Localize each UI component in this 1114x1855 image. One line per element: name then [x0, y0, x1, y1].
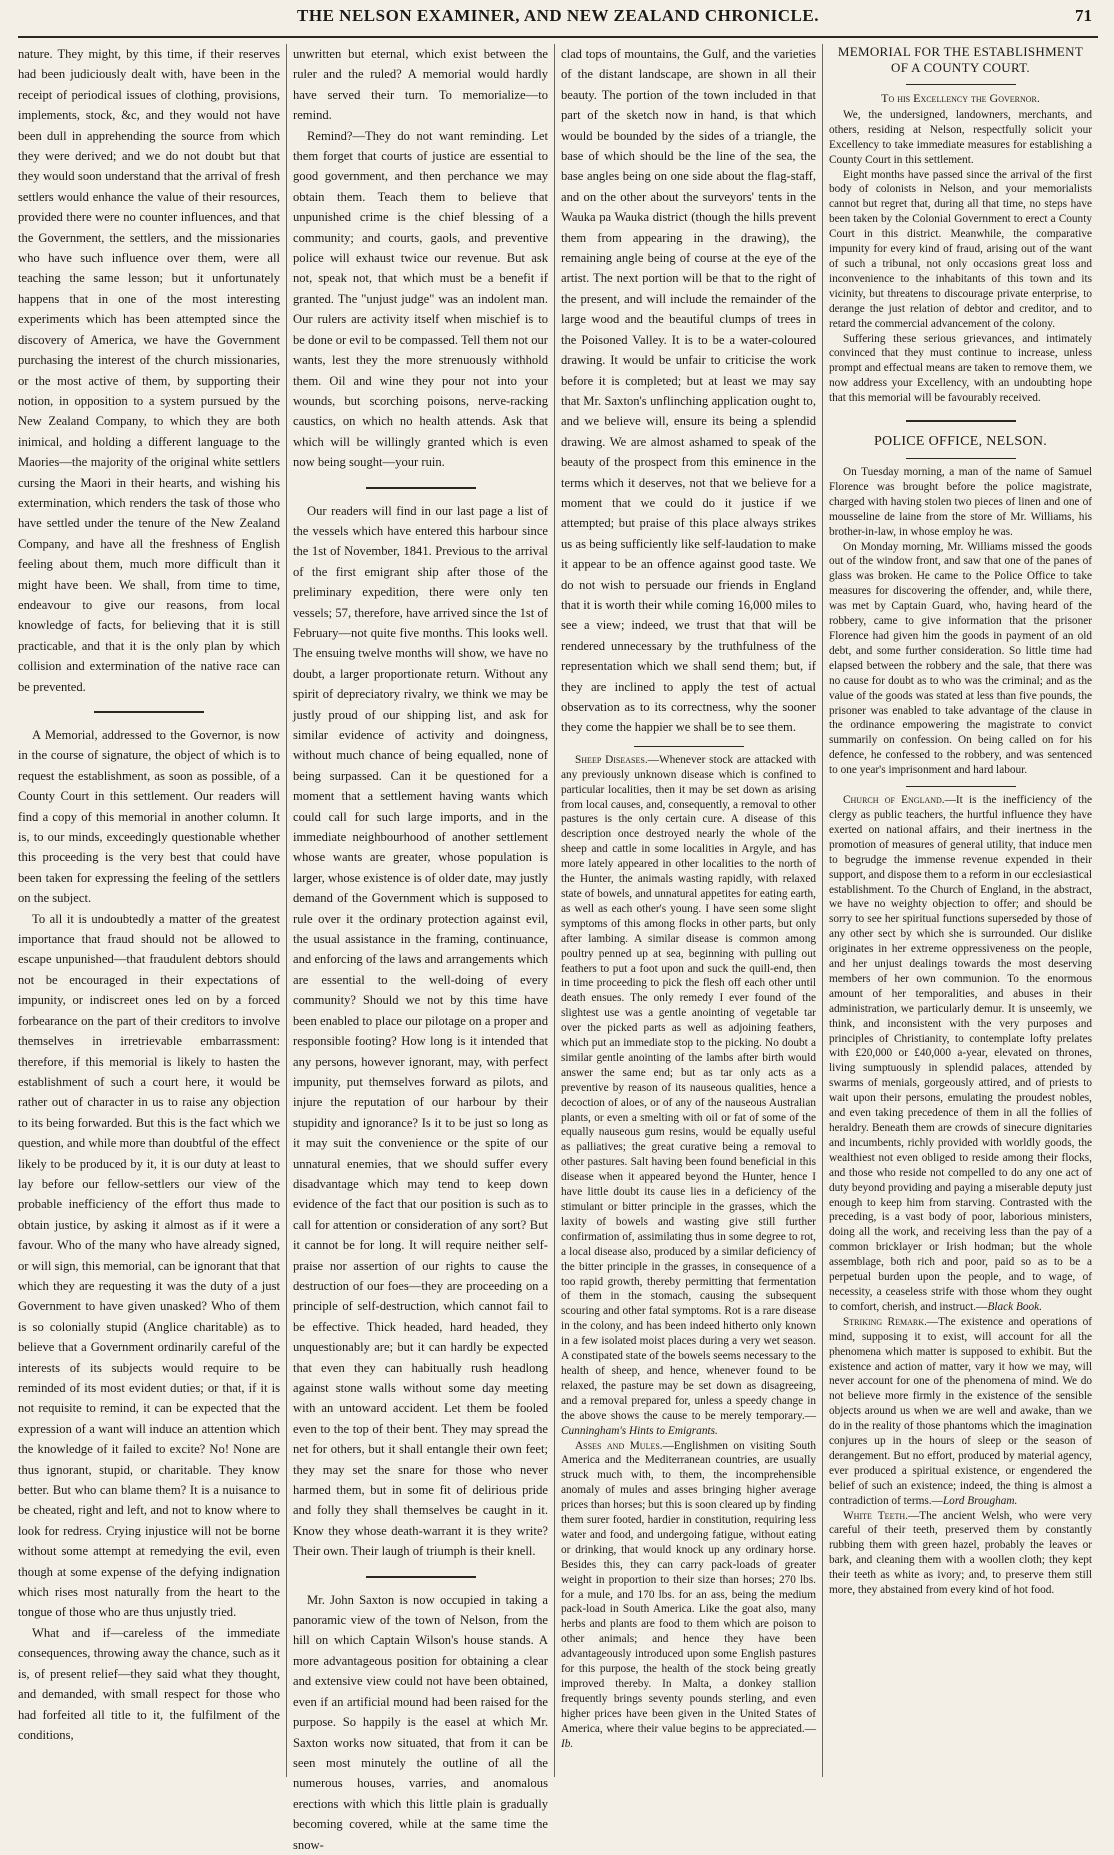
article-divider [366, 1576, 476, 1578]
item-heading: White Teeth. [843, 1509, 908, 1522]
memorial-paragraph: Eight months have passed since the arrival of the first body of colonists in Nelson, and your memorialists cannot but regret that, during all that time, no steps have been taken by the Colonial Government to erect a County Court in this district. Meanwhile, the comparative impunity for every kind of fraud, arising out of the want of such a tribunal, not only occasions great loss and inconvenience to the inhabitants of this town and its vicinity, but threatens to discourage private enterprise, to derange the just relation of debtor and creditor, and to retard the commercial advancement of the colony. [829, 168, 1092, 330]
newspaper-title: THE NELSON EXAMINER, AND NEW ZEALAND CHRONICLE. [297, 6, 819, 25]
county-court-paragraph: Remind?—They do not want reminding. Let them forget that courts of justice are essential to good government, and then perchance we may obtain them. Teach them to believe that unpunished crime is the chief blessing of a community; and courts, gaols, and preventive police will exhaust twice our revenue. But ask not, speak not, that which must be a benefit if granted. The "unjust judge" was an indolent man. Our rulers are activity itself when mischief is to be done or evil to be compassed. Tell them not our wants, lest they the more strenuously withhold them. Oil and wine they pour not into your wounds, but scorching poisons, nerve-racking caustics, on which no health attends. Ask that which will be willingly granted which is even now being sought—your ruin. [293, 128, 548, 470]
police-heading: POLICE OFFICE, NELSON. [873, 434, 1048, 450]
item-body: —The ancient Welsh, who were very careful of their teeth, preserved them by constantly rubbing them with green hazel, probably the leaves or bark, and cleaning them with a woollen cloth; they kept their teeth as white as ivory; and, to preserve them still more, they abstained from every kind of hot food. [829, 1509, 1092, 1597]
saxton-paragraph: clad tops of mountains, the Gulf, and the varieties of the distant landscape, are shown in all their beauty. The portion of the town included in that part of the sketch now in hand, is that which would be bounded by the sides of a triangle, the base of which should be the line of the sea, the base angles being on one side about the flag-staff, and on the other about the surveyors' tents in the Wauka pa Wauka district (though the hills prevent them from appearing in the drawing), the remaining angle being of course at the eye of the artist. The next portion will be that to the right of the present, and will include the remainder of the large wood and the beautiful clumps of trees in the Poisoned Valley. It is to be a water-coloured drawing. It would be unfair to criticise the work before it is completed; but at least we may say that Mr. Saxton's unflinching application ought to, and we believe will, ensure its being a splendid drawing. We are almost ashamed to speak of the beauty of the prospect from this eminence in the terms which it deserves, not that we believe for a moment that we could do it justice if we attempted; but praise of this place always strikes us as being sufficiently like self-laudation to make it appear to be an offence against good taste. We do not wish to persuade our friends in England that it is worth their while coming 16,000 miles to see a view; indeed, we trust that that will be rendered unnecessary by the truthfulness of the representation which we shall send them; but, if they are inclined to apply the test of actual observation as to its correctness, why the sooner they come the happier we shall be to see them. [561, 47, 816, 735]
item-body: —It is the inefficiency of the clergy as public teachers, the hurtful influence they have exerted on national affairs, and their inertness in the promotion of measures of general utility, that induce men to begrudge the immense revenue expended in their support, and dispose them to a reform in our ecclesiastical establishment. To the Church of England, in the abstract, we have no weighty objection to offer; and should be sorry to see her spiritual functions superseded by those of any other sect by which she is surrounded. Our dislike originates in her extreme oppressiveness on the people, and her unjust dealings towards the most deserving members of her own communion. To the enormous amount of her temporalities, and abuses in their administration, we particularly demur. It is unseemly, we think, and inconsistent with the very purposes and principles of Christianity, to contemplate lofty prelates with £20,000 or £40,000 a-year, elevated on thrones, living sumptuously in splendid palaces, attended by swarms of menials, gorgeously attired, and of priests to wait upon their persons, emulating the proudest nobles, and even taking precedence of them in all the follies of heraldry. Beneath them are crowds of sinecure dignitaries and incumbents, richly provided with worldly goods, the wealthiest not even obliged to reside among their flocks, and those who reside not compelled to do any one act of duty beyond providing and paying a miserable deputy just enough to keep him from starving. Contrasted with the preceding, is a vast body of poor, laborious ministers, doing all the work, and receiving less than the pay of a common bricklayer or Irish hodman; but the whole assemblage, both rich and poor, paid so as to be a perpetual burden upon the people, and to wage, of necessity, a ceaseless strife with those whom they ought to comfort, cherish, and instruct.— [829, 794, 1092, 1313]
column-3 [554, 44, 822, 1777]
police-paragraph: On Monday morning, Mr. Williams missed the goods out of the window front, and saw that one of the panes of glass was broken. He came to the Police Office to take measures for discovering the offender, and, while there, was met by Captain Guard, who, having heard of the robbery, came to give information that the prisoner Florence had given him the goods in payment of an old debt, and some further consideration. So little time had elapsed between the robbery and the sale, that there was no cause for doubt as to who was the criminal; and as the value of the goods was stated at less than five pounds, the prisoner was enabled to take advantage of the clause in the ordinance empowering the magistrate to convict summarily on confession. On being called on for his defence, he confessed to the robbery, and was sentenced to one year's imprisonment and hard labour. [829, 540, 1092, 777]
column-4 [822, 44, 1098, 1777]
item-heading: Striking Remark. [843, 1315, 927, 1328]
item-body: —Englishmen on visiting South America and the Mediterranean countries, are usually struck much with, to them, the incomprehensible anomaly of mules and asses bringing higher average prices than horses; but this is soon cleared up by finding them surer footed, hardier in constitution, requiring less water and food, and undergoing fatigue, without eating or drinking, that would knock up any ordinary horse. Besides this, they can carry pack-loads of greater weight in proportion to their size than horses; 270 lbs. for a mule, and 170 lbs. for an ass, being the medium pack-load in South America. Like the goat also, many herbs and plants are food to them which are poison to other animals; and hence they have been advantageously introduced upon some English pastures for this purpose, the health of the stock being greatly improved thereby. In Malta, a donkey stallion frequently brings seventy pounds sterling, and even higher prices have been given in the United States of America, where their value begins to be appreciated.— [561, 1439, 816, 1735]
county-court-paragraph: To all it is undoubtedly a matter of the greatest importance that fraud should not be allowed to escape unpunished—that fraudulent debtors should not be encouraged in their expectations of impunity, or indiscreet ones led on by a forced forbearance on the part of their creditors to involve themselves in irretrievable embarrassment: therefore, if this memorial is likely to hasten the establishment of such a court here, it would be rather out of character in us to raise any objection to its being forwarded. But this is the fact which we question, and while more than doubtful of the effect likely to be produced by it, it is our duty at least to lay before our fellow-settlers our view of the probable inefficiency of the effort thus made to obtain justice, by asking it almost as if it were a favour. Who of the many who have already signed, or will sign, this memorial, can be ignorant that that which they are requesting it was the duty of a just Government to have given unasked? Who of them is so colonially stupid (Anglice charitable) as to believe that a Government ordinarily careful of the interests of its subjects would require to be reminded of its most evident duties; or that, if it is not requisite to remind, it can be expected that the expression of a want will induce an attention which the knowledge of it failed to excite? No! None are thus ignorant, stupid, or charitable. They know better. But who can blame them? It is a nuisance to be cheated, right and left, and not to know where to look for redress. Crying injustice will not be borne without some attempt at remedying the evil, even though at some expense of the defying indignation which rises most naturally from the heart to the tongue of those who are thus unjustly tried. [18, 911, 280, 1620]
memorial-heading: MEMORIAL FOR THE ESTABLISHMENT OF A COUNTY COURT. [837, 44, 1084, 75]
shipping-paragraph: Our readers will find in our last page a list of the vessels which have entered this harbour since the 1st of November, 1841. Previous to the arrival of the first emigrant ship after those of the preliminary expedition, there were only ten vessels; 57, therefore, have arrived since the 1st of February—not quite five months. This looks well. The ensuing twelve months will show, we have no doubt, a larger proportionate return. Without any spirit of depreciatory rivalry, we think we may be justly proud of our shipping list, and ask for similar evidence of activity and doingness, without much chance of being equalled, none of being surpassed. Can it be questioned for a moment that a settlement having wants which could call for such large imports, and in the immediate neighbourhood of another settlement whose wants are greater, whose population is larger, whose existence is of older date, may justly demand of the Government which is supposed to rule over it the ordinary protection against evil, the usual assistance in the framing, continuance, and enforcing of the laws and arrangements which are essential to the well-doing of every community? Should we not by this time have been enabled to place our pilotage on a proper and responsible footing? How long is it intended that any persons, however ignorant, may, with perfect impunity, put themselves forward as pilots, and injure the reputation of our harbour by their stupidity and ignorance? Is it to be just so long as it may suit the convenience or the spite of our unnatural enemies, that we should suffer every disadvantage which may tend to keep down evidence of the fact that our position is such as to call for attention or consideration of any sort? But it cannot be for long. It will require neither self-praise nor assertion of our rights to cause the destruction of our foes—they are proceeding on a principle of self-destruction, which cannot fail to be effective. Thick headed, hard headed, they unquestionably are; but it can hardly be expected that even they can habitually rush headlong against stone walls without some day meeting with an untoward accident. Let them be fooled even to the top of their bent. They may spread the net for others, but it shall entangle their own feet; they may set the snare for those who never harmed them, but in some fit of delirious pride and folly they shall themselves be caught in it. Know they whose death-warrant it is they write? Their own. Their laugh of triumph is their knell. [293, 503, 548, 1559]
item-source: Cunningham's Hints to Emigrants. [561, 1424, 718, 1437]
county-court-paragraph: What and if—careless of the immediate consequences, throwing away the chance, such as it is, of present relief—they said what they thought, and demanded, with small respect for those who had forfeited all title to it, the fulfilment of the conditions, [18, 1625, 280, 1742]
masthead [18, 0, 1098, 38]
asses-mules-item [561, 1439, 816, 1752]
county-court-paragraph: A Memorial, addressed to the Governor, is now in the course of signature, the object of which is to request the establishment, as soon as possible, of a County Court in this settlement. Our readers will find a copy of this memorial in another column. It is, to our minds, exceedingly questionable whether this proceeding is the very best that could have been taken for expressing the feeling of the settlers on the subject. [18, 728, 280, 906]
sheep-diseases-item [561, 753, 816, 1439]
church-of-england-item [829, 793, 1092, 1315]
article-divider [366, 487, 476, 489]
column-1 [18, 44, 286, 1777]
item-heading: Asses and Mules. [575, 1439, 663, 1452]
page-number: 71 [1075, 6, 1092, 25]
police-paragraph: On Tuesday morning, a man of the name of Samuel Florence was brought before the police magistrate, charged with having stolen two pieces of linen and one of mousseline de laine from the store of Mr. Williams, his brother-in-law, in whose employ he was. [829, 466, 1092, 538]
county-court-paragraph: unwritten but eternal, which exist between the ruler and the ruled? A memorial would hardly have served their turn. To memorialize—to remind. [293, 47, 548, 123]
item-source: Lord Brougham. [942, 1494, 1018, 1507]
article-divider [94, 711, 204, 713]
striking-remark-item [829, 1315, 1092, 1509]
miscellany-block [561, 753, 816, 1752]
heading-rule [906, 84, 1016, 85]
article-divider [634, 746, 744, 747]
article-divider [906, 420, 1016, 422]
item-source: Black Book. [987, 1300, 1043, 1313]
memorial-paragraph: We, the undersigned, landowners, merchants, and others, residing at Nelson, respectfully solicit your Excellency to take immediate measures for establishing a County Court in this settlement. [829, 108, 1092, 166]
columns [18, 44, 1098, 1852]
editorial-continuation: nature. They might, by this time, if their reserves had been judiciously dealt with, have been in the receipt of periodical issues of clothing, provisions, implements, stock, &c, and they would not have been dull in apprehending the source from which they were derived; and we do not doubt but that they would soon understand that the arrival of fresh settlers would enhance the value of their resources, provided there were no counter influences, and that the Government, the settlers, and the missionaries who have such influence over them, were all teaching the same lesson; but it unfortunately happens that in one of the most interesting experiments which has been attempted since the discovery of America, we have the Government purchasing the interest of the church missionaries, or the most active of them, by supporting their notion, in opposition to a system pursued by the New Zealand Company, to which they are both inimical, and holding a different language to the Maories—the majority of the original white settlers cursing the Maori in their hearts, and wishing his extermination, which renders the task of those who have settled under the tenure of the New Zealand Company, and have all the freshness of English feeling about them, much more difficult than it might have been. We shall, from time to time, endeavour to give our reasons, from local knowledge of facts, for believing that it is still practicable, and that it is the only plan by which collision and extermination of the native race can be prevented. [18, 47, 280, 694]
item-heading: Church of England. [843, 794, 945, 807]
article-divider [906, 786, 1016, 787]
item-body: —Whenever stock are attacked with any previously unknown disease which is confined to particular localities, then it may be set down as arising from local causes, and, consequently, a removal to other pastures is the only certain cure. A disease of this description once destroyed nearly the whole of the sheep and cattle in some localities in Argyle, and has more lately appeared in other localities to the north of the Hunter, the animals wasting rapidly, with relaxed state of bowels, and unnatural appetites for eating earth, as well as each other's young. I have seen some slight symptoms of this among flocks in other parts, but only after lambing. A similar disease is common among poultry penned up at sea, beginning with pulling out feathers to put a foot upon and suck the quill-end, then in time proceeding to pick the flesh off each other until death ensues. The only remedy I ever found of the slightest use was a gentle anointing of vegetable tar over the picked parts as well as adjoining feathers, which put an immediate stop to the picking. No doubt a similar gentle anointing of the lambs after birth would answer the same end; but as tar only acts as a preventive by reason of its nauseous qualities, hence a decoction of aloes, or of any of the nauseous Australian plants, or even a smelting with oil or fat of some of the equally nauseous gum resins, would be equally useful as palliatives; the great curative being a removal to other pastures. Salt having been found beneficial in this disease when it appeared beyond the Hunter, hence I have little doubt its cause lies in a deficiency of the stimulant or bitter principle in the grasses, which the laxity of bowels and wasting give still further confirmation of, assimilating thus in some degree to rot, a local disease also, produced by a similar deficiency of the bitter principle in the grasses, in consequence of a too rapid growth, thereby permitting that fermentation of them in the stomach, causing the subsequent scouring and other fatal symptoms. Rot is a rare disease in the colony, and has been indeed hitherto only known in a few isolated moist places during a very wet season. A constipated state of the bowels seems necessary to the health of sheep, and hence, whenever found to be relaxed, the pasture may be set down as disagreeing, and a removal prepared for, unless a speedy change in the above shows the cause to be merely temporary.— [561, 753, 817, 1422]
heading-rule [906, 458, 1016, 459]
item-body: —The existence and operations of mind, supposing it to exist, will account for all the phenomena which matter is supposed to exhibit. But the existence and action of matter, vary it how we may, will never account for one of the phenomena of mind. We do not believe more firmly in the existence of the sensible objects around us when we are well and awake, than we do in the reality of those phantoms which the imagination conjures up in the hours of sleep or the season of derangement. But no effort, produced by material agency, ever produced a spiritual existence, or engendered the belief of such an existence; indeed, the thing is almost a contradiction of terms.— [829, 1315, 1092, 1507]
memorial-salutation: To his Excellency the Governor. [881, 91, 1040, 105]
column-2 [286, 44, 554, 1852]
saxton-paragraph: Mr. John Saxton is now occupied in taking a panoramic view of the town of Nelson, from the hill on which Captain Wilson's house stands. A more advantageous position for obtaining a clear and extensive view could not have been obtained, even if an artificial mound had been raised for the purpose. So happily is the easel at which Mr. Saxton works now situated, that from it can be seen most minutely the outline of all the numerous houses, varries, and anomalous erections with which this little plain is gradually becoming covered, while at the same time the snow- [293, 1592, 548, 1852]
white-teeth-item [829, 1509, 1092, 1598]
memorial-paragraph: Suffering these serious grievances, and intimately convinced that they must continue to increase, unless prompt and effectual means are taken to remove them, we now address your Excellency, with an undoubting hope that this memorial will be favourably received. [829, 332, 1092, 405]
item-source: Ib. [561, 1737, 574, 1750]
item-heading: Sheep Diseases. [575, 753, 648, 766]
